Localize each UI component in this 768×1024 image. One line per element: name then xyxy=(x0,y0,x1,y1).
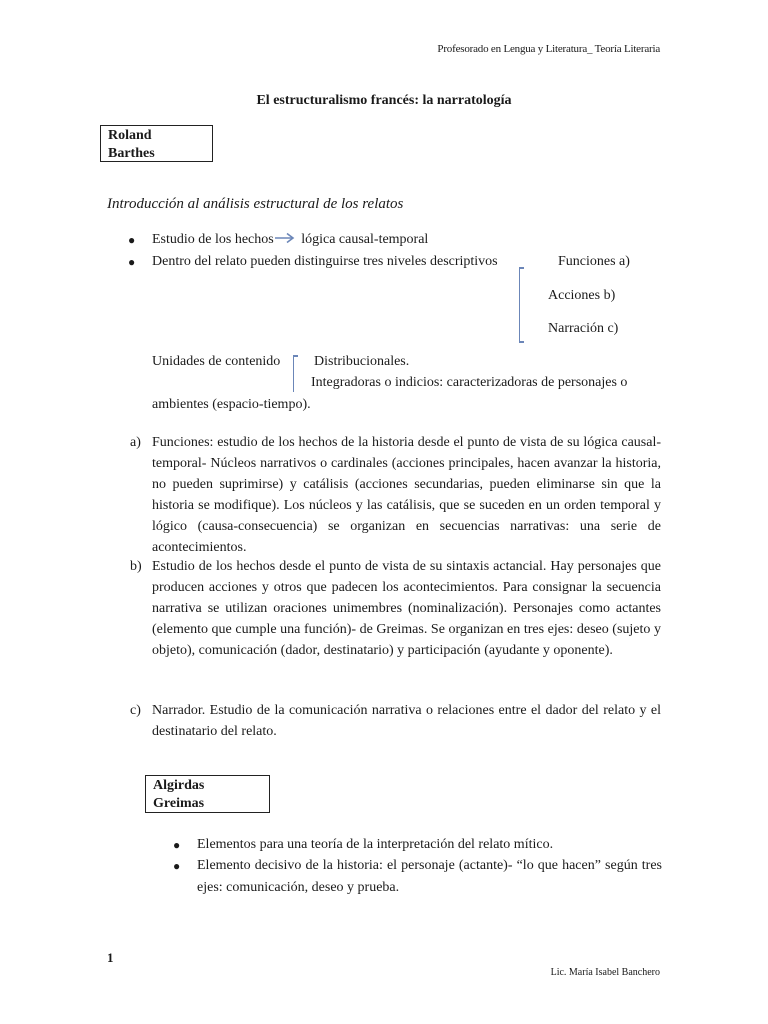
list-item-c xyxy=(130,700,661,742)
bullet-dot: ● xyxy=(128,255,136,269)
level-narracion: Narración c) xyxy=(548,321,619,336)
brace-unidades xyxy=(293,356,297,392)
bullet-dot: ● xyxy=(128,233,136,247)
level-acciones: Acciones b) xyxy=(548,288,616,303)
bullet-text-continued: lógica causal-temporal xyxy=(301,232,429,247)
unidades-distribucionales: Distribucionales. xyxy=(314,354,410,369)
bullet-text: Elemento decisivo de la historia: el personaje (actante)- “lo que hacen” según tres ejes: comunicación, deseo y prueba. xyxy=(197,858,662,895)
brace-tick-bottom xyxy=(519,341,524,343)
unidades-integradoras: Integradoras o indicios: caracterizadoras de personajes o xyxy=(311,375,628,390)
brace-tick-top xyxy=(293,355,298,357)
list-item-a xyxy=(130,432,661,558)
list-label: c) xyxy=(130,703,141,718)
list-text: Funciones: estudio de los hechos de la historia desde el punto de vista de su lógica causal-temporal- Núcleos narrativos o cardinales (acciones principales, hacen avanzar la historia, no pueden suprimirse) y catálisis (acciones secundarias, pueden eliminarse sin que la historia se modifique). Los núcleos y las catálisis, que se suceden en un orden temporal y lógico (causa-consecuencia) se organizan en secuencias narrativas: una serie de acontecimientos. xyxy=(152,435,661,555)
author-box-barthes xyxy=(100,125,213,162)
arrow-right-icon xyxy=(274,230,296,252)
author-first-name: Algirdas xyxy=(153,778,205,793)
author-box-greimas xyxy=(145,775,270,813)
page-header: Profesorado en Lengua y Literatura_ Teoría Literaria xyxy=(437,43,660,55)
author-last-name: Barthes xyxy=(108,146,155,161)
page-footer-author: Lic. María Isabel Banchero xyxy=(550,967,660,978)
unidades-ambientes: ambientes (espacio-tiempo). xyxy=(152,397,311,412)
brace-levels xyxy=(519,268,524,342)
bullet-dot: ● xyxy=(173,838,181,852)
page-title: El estructuralismo francés: la narratología xyxy=(256,93,512,108)
list-item-b xyxy=(130,556,661,661)
list-label: a) xyxy=(130,435,141,450)
list-text: Estudio de los hechos desde el punto de vista de su sintaxis actancial. Hay personajes que producen acciones y otros que padecen los acontecimientos. Para consignar la secuencia narrativa se utilizan oraciones unimembres (nominalización). Personajes como actantes (elemento que cumple una función)- de Greimas. Se organizan en tres ejes: deseo (sujeto y objeto), comunicación (dador, destinatario) y participación (ayudante y oponente). xyxy=(152,559,661,658)
list-text: Narrador. Estudio de la comunicación narrativa o relaciones entre el dador del relato y el destinatario del relato. xyxy=(152,703,661,739)
bullet-item xyxy=(173,834,662,856)
bullet-item xyxy=(128,229,429,251)
author-last-name: Greimas xyxy=(153,796,205,811)
bullet-item xyxy=(128,251,498,273)
bullet-item xyxy=(173,855,662,899)
list-label: b) xyxy=(130,559,142,574)
section-heading: Introducción al análisis estructural de los relatos xyxy=(107,196,404,212)
unidades-label: Unidades de contenido xyxy=(152,354,281,369)
brace-tick-top xyxy=(519,267,524,269)
bullet-text: Dentro del relato pueden distinguirse tres niveles descriptivos xyxy=(152,254,498,269)
bullet-dot: ● xyxy=(173,859,181,873)
page-number: 1 xyxy=(107,950,114,965)
bullet-text: Elementos para una teoría de la interpretación del relato mítico. xyxy=(197,837,554,852)
level-funciones: Funciones a) xyxy=(558,254,630,269)
bullet-text: Estudio de los hechos xyxy=(152,232,274,247)
author-first-name: Roland xyxy=(108,128,152,143)
